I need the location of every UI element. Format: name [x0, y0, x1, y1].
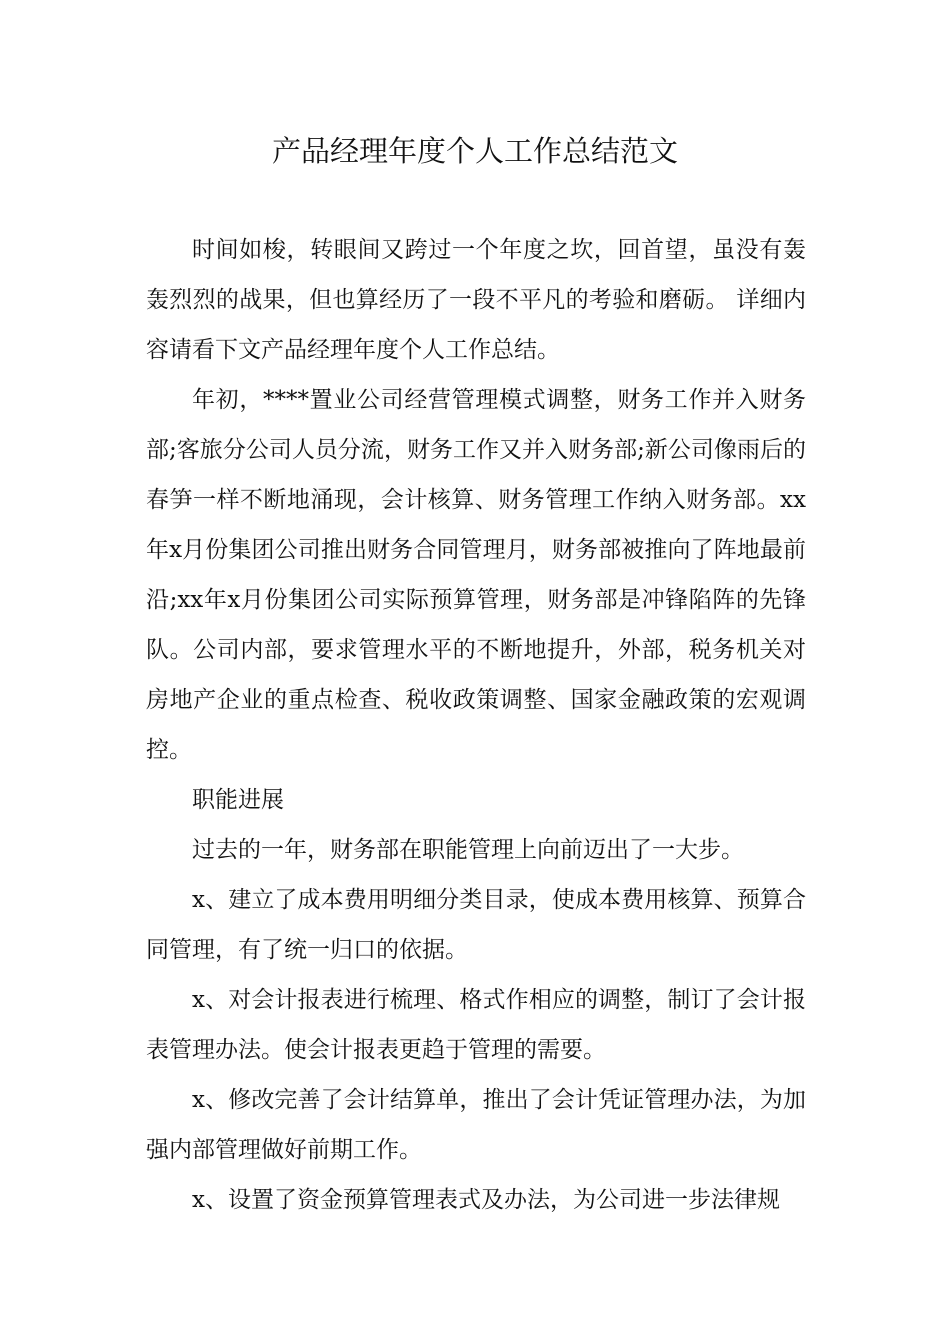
list-item: x、建立了成本费用明细分类目录，使成本费用核算、预算合同管理，有了统一归口的依据。	[146, 887, 806, 963]
paragraph-progress: 过去的一年，财务部在职能管理上向前迈出了一大步。	[192, 837, 744, 863]
paragraph-background: 年初，****置业公司经营管理模式调整，财务工作并入财务部;客旅分公司人员分流，财务工作又并入财务部;新公司像雨后的春笋一样不断地涌现，会计核算、财务管理工作纳入财务部。xx年x月份集团公司推出财务合同管理月，财务部被推向了阵地最前沿;xx年x月份集团公司实际预算管理，财务部是冲锋陷阵的先锋队。公司内部，要求管理水平的不断地提升，外部，税务机关对房地产企业的重点检查、税收政策调整、国家金融政策的宏观调控。	[146, 387, 806, 763]
document-body	[146, 225, 806, 1225]
list-item: x、修改完善了会计结算单，推出了会计凭证管理办法，为加强内部管理做好前期工作。	[146, 1087, 806, 1163]
list-item: x、对会计报表进行梳理、格式作相应的调整，制订了会计报表管理办法。使会计报表更趋于管理的需要。	[146, 987, 806, 1063]
section-heading: 职能进展	[192, 787, 284, 813]
document-title: 产品经理年度个人工作总结范文	[271, 134, 678, 168]
list-item: x、设置了资金预算管理表式及办法，为公司进一步法律规	[192, 1187, 780, 1213]
paragraph-intro: 时间如梭，转眼间又跨过一个年度之坎，回首望，虽没有轰轰烈烈的战果，但也算经历了一段不平凡的考验和磨砺。 详细内容请看下文产品经理年度个人工作总结。	[146, 237, 806, 363]
